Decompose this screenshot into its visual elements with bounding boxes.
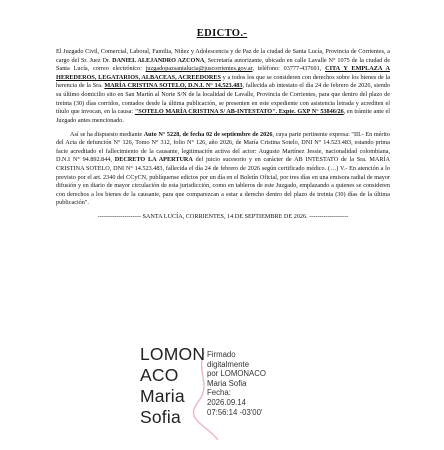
- signer-name-line: LOMON: [140, 344, 206, 364]
- signature-detail-line: Fecha:: [207, 388, 231, 398]
- signature-detail-line: Firmado: [207, 350, 236, 359]
- decree-opening: DECRETO LA APERTURA: [114, 156, 193, 164]
- para1-text-1: El Juzgado Civil, Comercial, Laboral, Familia, Niñez y Adolescencia y de Paz de la ciudad de Santa Lucía, Provincia de Corrientes, a cargo del Sr. Juez Dr.: [56, 48, 390, 64]
- paragraph-summons: [56, 48, 390, 125]
- digital-signature: [140, 344, 440, 444]
- para1-text-6: , en trámite ante el Juzgado antes mencionado.: [56, 108, 391, 124]
- edict-title: [0, 28, 444, 39]
- edict-body: [56, 48, 390, 227]
- signature-detail-line: por LOMONACO: [207, 369, 266, 379]
- signer-name-large: [140, 344, 205, 428]
- signature-detail-line: digitalmente: [207, 359, 250, 369]
- para2-text-1: Así se ha dispuesto mediante: [70, 130, 144, 138]
- signature-detail-line: 07:56:14 -03'00': [207, 407, 263, 417]
- signer-name-line: ACO: [140, 365, 179, 385]
- paragraph-ruling: [56, 131, 390, 208]
- signer-name-line: Sofia: [140, 407, 181, 427]
- para1-text-2: , Secretaría autorizante, ubicado en calle Lavalle N° 1075 de la ciudad de Santa Lucía, correo electrónico:: [56, 56, 391, 73]
- case-reference: "SOTELO MARÍA CRISTINA S/ AB-INTESTATO". Expte. GXP N° 53846/26: [134, 108, 344, 116]
- deceased-name: MARÍA CRISTINA SOTELO, D.N.I. N° 14.523.483: [104, 82, 243, 90]
- auto-reference: Auto N° 5228, de fecha 02 de septiembre de 2026: [143, 130, 273, 138]
- edict-title-text: EDICTO.-: [196, 28, 248, 39]
- signature-detail-line: Maria Sofia: [207, 378, 247, 388]
- para1-text-3: , teléfono: 03777-437691,: [252, 65, 326, 73]
- para1-text-5: , fallecida ab intestato el día 24 de febrero de 2026, siendo su último domicilio sito en San Martín al Norte S/N de la localidad de Lavalle, Provincia de Corrientes, para que dentro del plazo de treinta (30) días corridos, contados desde la última publicación, se presenten en este expediente con asistencia letrada y acrediten el título que invocan, en la causa:: [56, 82, 390, 116]
- summons-heading: CITA Y EMPLAZA A HEREDEROS, LEGATARIOS, ALBACEAS, ACREEDORES: [56, 65, 390, 81]
- judge-name: DANIEL ALEJANDRO AZCONA: [112, 56, 205, 64]
- para2-text-2: , cuya parte pertinente expresa: "III.- En mérito del Acta de defunción N° 126, Tomo N° 312, folio N° 126, año 2026, de María Cristina Sotelo, DNI N° 14.523.483, estando prima facie acreditado el fallecimiento de la causante, legitimación activa del actor: Augusto Martínez Jessie, nacionalidad colombiana, D.N.I N° 94.892.844,: [56, 130, 390, 164]
- signer-name-line: Maria: [140, 386, 185, 406]
- signature-detail-line: 2026.09.14: [207, 397, 247, 407]
- signature-details: [207, 350, 266, 417]
- para1-text-4: y a todos los que se consideren con derechos sobre los bienes de la herencia de la Sra.: [56, 73, 390, 90]
- closing-line: --------------------- SANTA LUCÍA, CORRIENTES, 14 DE SEPTIEMBRE DE 2026. -------------------: [97, 213, 349, 221]
- para2-text-3: del juicio sucesorio y en carácter de AB INTESTATO de la Sra. MARÍA CRISTINA SOTELO, DNI N° 14.523.483, fallecida el día 24 de febrero de 2026 según certificado médico. (…) V.- En atención a lo previsto por el art. 2340 del CCyCN, publíquense edictos por un día en el Boletín Oficial, por tres días en una emisora radial de mayor difusión y en diario de mayor circulación de esta jurisdicción, como en tableros de este Juzgado, emplazando a quienes se consideren con derechos a los bienes de la causante, para que comparezcan a estar a derecho dentro del plazo de treinta (30) días de la última publicación".: [56, 156, 390, 207]
- court-email-link[interactable]: juzgadopazsantalucia@juscorrientes.gov.ar: [145, 65, 253, 73]
